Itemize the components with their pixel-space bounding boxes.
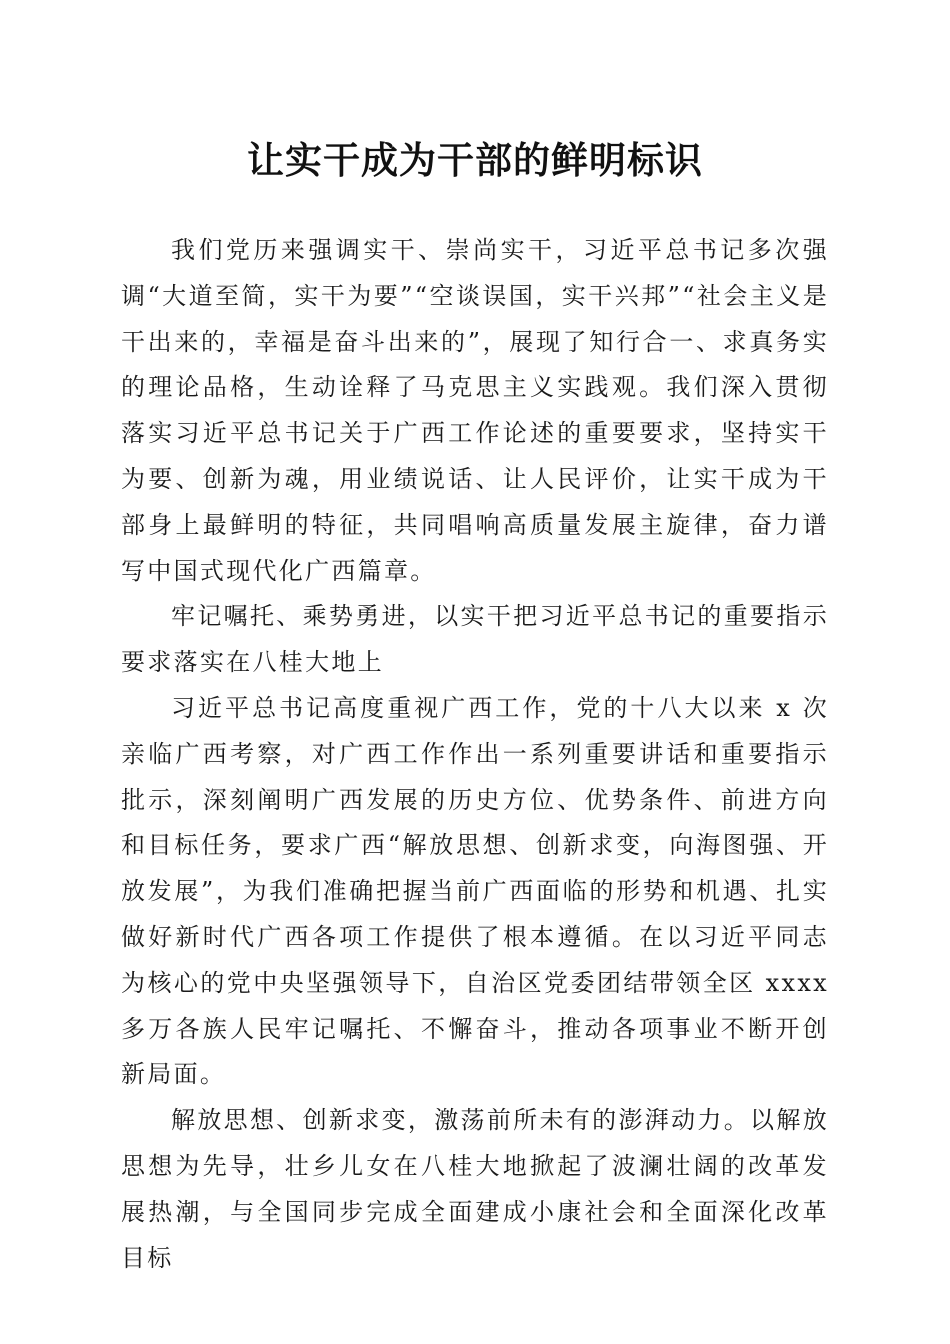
- document-body: [121, 228, 829, 1281]
- paragraph-intro: 我们党历来强调实干、崇尚实干，习近平总书记多次强调“大道至简，实干为要”“空谈误国，实干兴邦”“社会主义是干出来的，幸福是奋斗出来的”，展现了知行合一、求真务实的理论品格，生动诠释了马克思主义实践观。我们深入贯彻落实习近平总书记关于广西工作论述的重要要求，坚持实干为要、创新为魂，用业绩说话、让人民评价，让实干成为干部身上最鲜明的特征，共同唱响高质量发展主旋律，奋力谱写中国式现代化广西篇章。: [121, 236, 829, 585]
- document-title: 让实干成为干部的鲜明标识: [247, 138, 703, 182]
- paragraph-subheading: 牢记嘱托、乘势勇进，以实干把习近平总书记的重要指示要求落实在八桂大地上: [121, 602, 829, 677]
- paragraph-guangxi-work: 习近平总书记高度重视广西工作，党的十八大以来 x 次亲临广西考察，对广西工作作出一系列重要讲话和重要指示批示，深刻阐明广西发展的历史方位、优势条件、前进方向和目标任务，要求广西“解放思想、创新求变，向海图强、开放发展”，为我们准确把握当前广西面临的形势和机遇、扎实做好新时代广西各项工作提供了根本遵循。在以习近平同志为核心的党中央坚强领导下，自治区党委团结带领全区 xxxx 多万各族人民牢记嘱托、不懈奋斗，推动各项事业不断开创新局面。: [121, 693, 829, 1089]
- paragraph-emancipate-mind: 解放思想、创新求变，激荡前所未有的澎湃动力。以解放思想为先导，壮乡儿女在八桂大地掀起了波澜壮阔的改革发展热潮，与全国同步完成全面建成小康社会和全面深化改革目标: [121, 1106, 829, 1272]
